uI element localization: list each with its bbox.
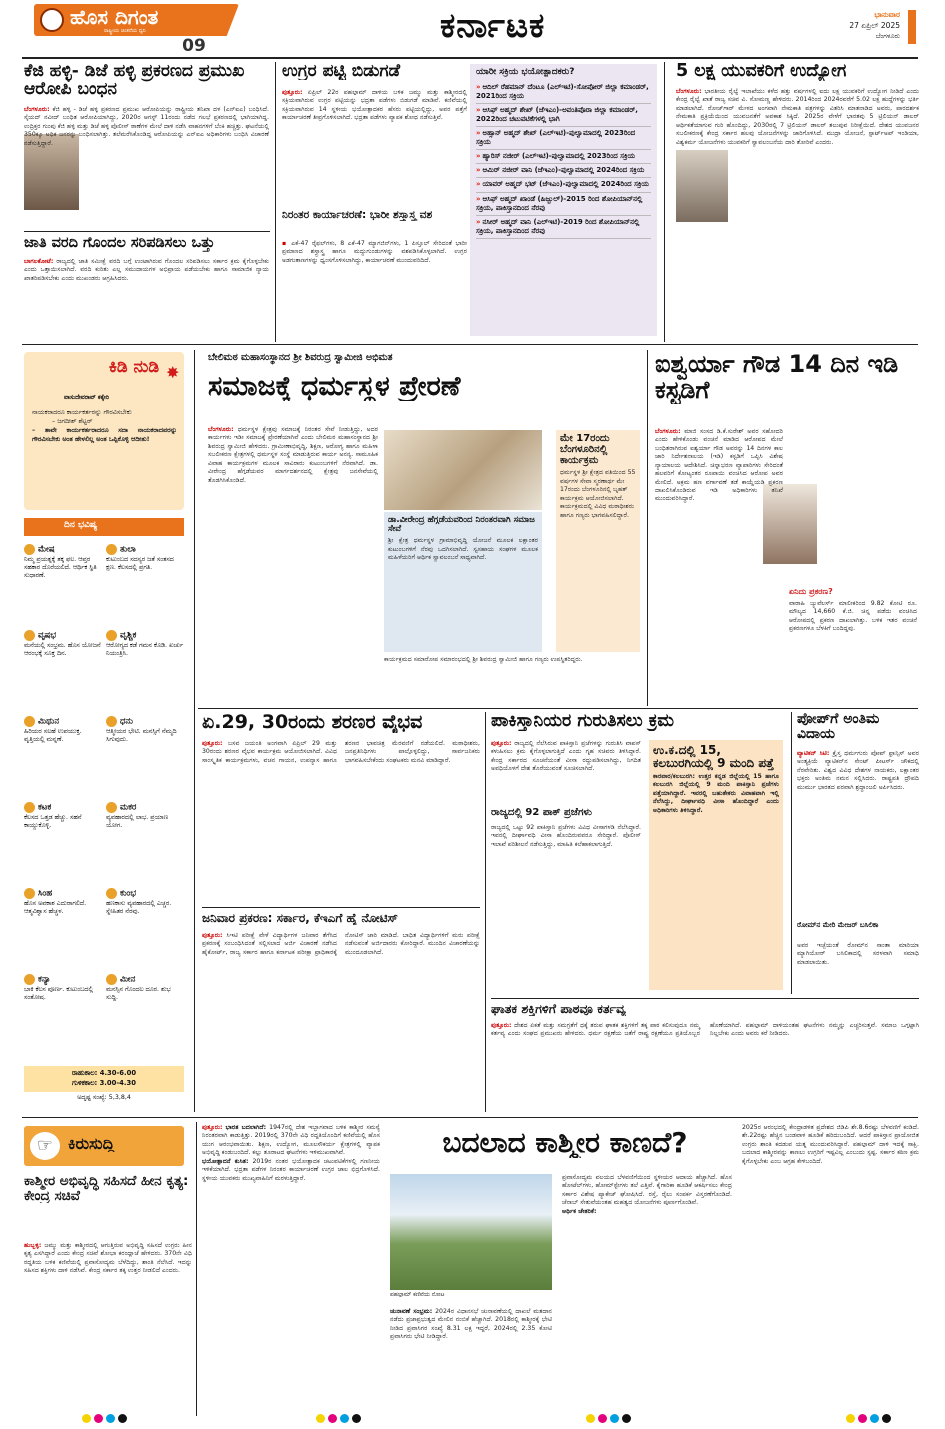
column-rule bbox=[647, 350, 648, 706]
zodiac-text: ಹಿರಿಯರ ಸಲಹೆ ಉಪಯುಕ್ತ. ವೃತ್ತಿಯಲ್ಲಿ ಮನ್ನಣೆ. bbox=[24, 727, 82, 743]
col-1: ಪುತ್ತೂರು: ಭಾರತ ಬದಲಾಗಿದೆ: 1947ರಲ್ಲಿ ದೇಶ ಇಬ್ಭಾಗವಾದ ಬಳಿಕ ಕಾಶ್ಮೀರ ಸಮಸ್ಯೆ ನಿರಂತರವಾಗಿ ಕಾಡುತ್ತಿತ್ತು. 2019ರಲ್ಲಿ 370ನೇ ವಿಧಿ ರದ್ದತಿಯೊಂದಿಗೆ ಕಣಿವೆಯಲ್ಲಿ ಹೊಸ ಯುಗ ಆರಂಭವಾಯಿತು. ಶಿಕ್ಷಣ, ಉದ್ಯೋಗ, ಮೂಲಸೌಕರ್ಯ ಕ್ಷೇತ್ರಗಳಲ್ಲಿ ವ್ಯಾಪಕ ಅಭಿವೃದ್ಧಿ ಕಂಡುಬಂದಿದೆ. ಕಲ್ಲು ತೂರಾಟದ ಘಟನೆಗಳು ಇಳಿಮುಖವಾಗಿವೆ. ಭಯೋತ್ಪಾದನೆ ಕುಸಿತ: 2019ರ ನಂತರ ಭಯೋತ್ಪಾದಕ ಚಟುವಟಿಕೆಗಳಲ್ಲಿ ಗಣನೀಯ ಇಳಿಕೆಯಾಗಿದೆ. ಭದ್ರತಾ ಪಡೆಗಳ ನಿರಂತರ ಕಾರ್ಯಾಚರಣೆ ಉಗ್ರರ ಜಾಲ ಛಿದ್ರಗೊಳಿಸಿದೆ. ಸ್ಥಳೀಯ ಯುವಕರು ಮುಖ್ಯವಾಹಿನಿಗೆ ಮರಳುತ್ತಿದ್ದಾರೆ. bbox=[202, 1124, 380, 1182]
zodiac-sign bbox=[24, 630, 102, 714]
kidi-nudi-text: ನಾಯಕರಾದರೂ ಕಾರ್ಯಕರ್ತರನ್ನು ಗೌರವಿಸಬೇಕು – ಜಗದೀಶ್ ಶೆಟ್ಟರ್ – ತಾವೇ ಕಾರ್ಯಕರ್ತರಾದರೂ ಸದಾ ನಾಯಕರಾದವರನ್ನು ಗೌರವಿಸಬೇಕು ಅಂತ ಹೇಳಲಿಲ್ಲ ಅಂತ ಒಪ್ಪಿಕೊಳ್ಳಿ ಆದೀತು! bbox=[32, 408, 177, 443]
bullet-icon: » bbox=[476, 180, 481, 189]
subhead: ಏನಿದು ಪ್ರಕರಣ? bbox=[789, 588, 833, 596]
zodiac-icon bbox=[24, 544, 35, 555]
kirusuddi-box bbox=[24, 1126, 192, 1416]
headline: ಏ.29, 30ರಂದು ಶರಣರ ವೈಭವ bbox=[202, 712, 423, 733]
terror-list-item: » ಆದಿಲ್ ರೆಹಮಾನ್ ದೆಂಟೂ (ಎಲ್‌ಇಟಿ)-ಸೋಪೋರ್ ಜಿಲ್ಲಾ ಕಮಾಂಡರ್, 2021ರಿಂದ ಸಕ್ರಿಯ bbox=[476, 81, 651, 104]
story-changed-kashmir bbox=[202, 1122, 919, 1416]
box-title: ಉ.ಕ.ದಲ್ಲಿ 15, ಕಲಬುರಗಿಯಲ್ಲಿ 9 ಮಂದಿ ಪತ್ತೆ bbox=[653, 743, 774, 770]
story-body: ಹುಬ್ಬಳ್ಳಿ: ಜಮ್ಮು ಮತ್ತು ಕಾಶ್ಮೀರದಲ್ಲಿ ಆಗುತ್ತಿರುವ ಅಭಿವೃದ್ಧಿ ಸಹಿಸದೆ ಉಗ್ರರು ಹೀನ ಕೃತ್ಯ ಎಸಗಿದ್ದಾರೆ ಎಂದು ಕೇಂದ್ರ ಸಚಿವೆ ಶೋಭಾ ಕರಂದ್ಲಾಜೆ ಹೇಳಿದರು. 370ನೇ ವಿಧಿ ರದ್ದತಿಯ ಬಳಿಕ ಕಣಿವೆಯಲ್ಲಿ ಪ್ರವಾಸೋದ್ಯಮ ಬೆಳೆದಿದ್ದು, ಶಾಂತಿ ನೆಲೆಸಿದೆ. ಇದನ್ನು ಸಹಿಸದ ಶಕ್ತಿಗಳು ದಾಳಿ ನಡೆಸಿವೆ. ಕೇಂದ್ರ ಸರ್ಕಾರ ತಕ್ಕ ಉತ್ತರ ನೀಡಲಿದೆ ಎಂದರು. bbox=[24, 1242, 192, 1275]
bullet-icon: » bbox=[476, 152, 481, 161]
masthead-city: ಬೆಂಗಳೂರು bbox=[875, 32, 900, 40]
zodiac-text: ಕುಟುಂಬದ ಸದಸ್ಯರ ಜತೆ ಸಂತಸದ ಕ್ಷಣ. ಕೆಲಸದಲ್ಲಿ ಪ್ರಗತಿ. bbox=[106, 555, 174, 571]
headline: 5 ಲಕ್ಷ ಯುವಕರಿಗೆ ಉದ್ಯೋಗ bbox=[676, 62, 847, 81]
zodiac-icon bbox=[106, 544, 117, 555]
zodiac-name: ತುಲಾ bbox=[120, 544, 136, 555]
story-body: ಪುತ್ತೂರು: ರಾಜ್ಯದಲ್ಲಿ ನೆಲೆಸಿರುವ ಪಾಕಿಸ್ತಾನಿ ಪ್ರಜೆಗಳನ್ನು ಗುರುತಿಸಿ ವಾಪಸ್ ಕಳುಹಿಸಲು ಕ್ರಮ ಕೈಗೊಳ್ಳಲಾಗುತ್ತಿದೆ ಎಂದು ಗೃಹ ಸಚಿವರು ತಿಳಿಸಿದ್ದಾರೆ. ಕೇಂದ್ರ ಸರ್ಕಾರದ ಸೂಚನೆಯಂತೆ ವೀಸಾ ರದ್ದುಪಡಿಸಲಾಗಿದ್ದು, ನಿಗದಿತ ಅವಧಿಯೊಳಗೆ ದೇಶ ತೊರೆಯುವಂತೆ ಸೂಚಿಸಲಾಗಿದೆ. bbox=[491, 740, 641, 773]
logo-emblem-icon bbox=[40, 8, 64, 32]
box-body: ಕಾರವಾರ/ಕಲಬುರಗಿ: ಉತ್ತರ ಕನ್ನಡ ಜಿಲ್ಲೆಯಲ್ಲಿ 15 ಹಾಗೂ ಕಲಬುರಗಿ ಜಿಲ್ಲೆಯಲ್ಲಿ 9 ಮಂದಿ ಪಾಕಿಸ್ತಾನಿ ಪ್ರಜೆಗಳು ಪತ್ತೆಯಾಗಿದ್ದಾರೆ. ಇವರಲ್ಲಿ ಬಹುತೇಕರು ವಿವಾಹವಾಗಿ ಇಲ್ಲಿ ನೆಲೆಸಿದ್ದು, ದೀರ್ಘಾವಧಿ ವೀಸಾ ಹೊಂದಿದ್ದಾರೆ ಎಂದು ಅಧಿಕಾರಿಗಳು ತಿಳಿಸಿದ್ದಾರೆ. bbox=[653, 772, 779, 814]
inset-box bbox=[384, 512, 542, 652]
zodiac-text: ವ್ಯವಹಾರದಲ್ಲಿ ಲಾಭ. ಪ್ರಯಾಣ ಯೋಗ. bbox=[106, 813, 169, 829]
inset-title: ಡಾ.ವೀರೇಂದ್ರ ಹೆಗ್ಗಡೆಯವರಿಂದ ನಿರಂತರವಾಗಿ ಸಮಾಜ ಸೇವೆ bbox=[388, 515, 535, 535]
headline: ಜನಿವಾರ ಪ್ರಕರಣ: ಸರ್ಕಾರ, ಕೆಇಎಗೆ ಹೈ ನೋಟಿಸ್ bbox=[202, 912, 398, 925]
zodiac-icon bbox=[106, 974, 117, 985]
zodiac-icon bbox=[24, 974, 35, 985]
headline: ಘಾತಕ ಶಕ್ತಿಗಳಿಗೆ ಪಾಠವೂ ಕರ್ತವ್ಯ bbox=[491, 1002, 626, 1016]
zodiac-sign bbox=[106, 716, 184, 800]
zodiac-text: ಕೆಲಸದ ಒತ್ತಡ ಹೆಚ್ಚು. ಸಹನೆ ಕಾಯ್ದುಕೊಳ್ಳಿ. bbox=[24, 813, 82, 829]
registration-marks bbox=[82, 1414, 127, 1423]
column-rule bbox=[664, 62, 665, 342]
story-railway-jobs bbox=[676, 62, 919, 340]
story-duty bbox=[491, 1002, 919, 1112]
zodiac-sign bbox=[24, 716, 102, 800]
headline: ಪೋಪ್‌ಗೆ ಅಂತಿಮ ವಿದಾಯ bbox=[797, 712, 880, 743]
bullet-icon: » bbox=[476, 194, 481, 203]
district-box bbox=[649, 740, 783, 990]
headline: ಉಗ್ರರ ಪಟ್ಟಿ ಬಿಡುಗಡೆ bbox=[282, 62, 401, 81]
zodiac-name: ವೃಶ್ಚಿಕ bbox=[120, 630, 137, 641]
story-kg-halli-arrest bbox=[24, 62, 269, 230]
zodiac-text: ಆತ್ಮೀಯರ ಭೇಟಿ. ಮನಸ್ಸಿಗೆ ನೆಮ್ಮದಿ ಸಿಗುವುದು. bbox=[106, 727, 177, 743]
kicker: ಬೇಲಿಮಠ ಮಹಾಸಂಸ್ಥಾನದ ಶ್ರೀ ಶಿವರುದ್ರ ಸ್ವಾಮೀಜಿ ಅಭಿಮತ bbox=[208, 352, 393, 363]
bullet-icon: » bbox=[476, 105, 481, 114]
column-rule bbox=[194, 350, 195, 1112]
story-body: ಬಾಗಲಕೋಟೆ: ರಾಜ್ಯದಲ್ಲಿ ಜಾತಿ ಸಮೀಕ್ಷೆ ವರದಿ ಬಗ್ಗೆ ಉಂಟಾಗಿರುವ ಗೊಂದಲ ಸರಿಪಡಿಸಲು ಸರ್ಕಾರ ಕ್ರಮ ಕೈಗೊಳ್ಳಬೇಕು ಎಂದು ಒತ್ತಾಯಿಸಲಾಗಿದೆ. ವರದಿ ಕುರಿತು ಎಲ್ಲ ಸಮುದಾಯಗಳ ಅಭಿಪ್ರಾಯ ಪಡೆಯಬೇಕು ಹಾಗೂ ಸಾಮಾಜಿಕ ನ್ಯಾಯ ಖಾತರಿಪಡಿಸಬೇಕು ಎಂದು ಮುಖಂಡರು ಆಗ್ರಹಿಸಿದರು. bbox=[24, 258, 269, 282]
story-body: ವ್ಯಾಟಿಕನ್ ಸಿಟಿ: ಕ್ರೈಸ್ತ ಧರ್ಮಗುರು ಪೋಪ್ ಫ್ರಾನ್ಸಿಸ್ ಅವರ ಅಂತ್ಯಕ್ರಿಯೆ ವ್ಯಾಟಿಕನ್‌ನ ಸೇಂಟ್ ಪೀಟರ್ಸ್ ಚೌಕದಲ್ಲಿ ನೆರವೇರಿತು. ವಿಶ್ವದ ವಿವಿಧ ದೇಶಗಳ ನಾಯಕರು, ಲಕ್ಷಾಂತರ ಭಕ್ತರು ಅಂತಿಮ ನಮನ ಸಲ್ಲಿಸಿದರು. ರಾಷ್ಟ್ರಪತಿ ದ್ರೌಪದಿ ಮುರ್ಮು ಭಾರತದ ಪರವಾಗಿ ಶ್ರದ್ಧಾಂಜಲಿ ಅರ್ಪಿಸಿದರು. bbox=[797, 750, 919, 791]
zodiac-icon bbox=[106, 630, 117, 641]
zodiac-icon bbox=[24, 888, 35, 899]
horoscope bbox=[24, 518, 184, 1102]
section-title: ಕರ್ನಾಟಕ bbox=[440, 8, 546, 45]
headline: ಕಾಶ್ಮೀರ ಅಭಿವೃದ್ಧಿ ಸಹಿಸದೆ ಹೀನ ಕೃತ್ಯ: ಕೇಂದ್ರ ಸಚಿವೆ bbox=[24, 1174, 189, 1204]
zodiac-icon bbox=[24, 630, 35, 641]
zodiac-name: ಮಕರ bbox=[120, 802, 137, 813]
column-rule bbox=[485, 712, 486, 1112]
zodiac-sign bbox=[24, 888, 102, 972]
pointing-hand-icon: ☞ bbox=[30, 1132, 60, 1160]
zodiac-grid bbox=[24, 544, 184, 1044]
zodiac-name: ಮಿಥುನ bbox=[38, 716, 60, 727]
story-aishwarya-gowda bbox=[655, 352, 919, 704]
story-body: ಪುತ್ತೂರು: ಏಪ್ರಿಲ್ 22ರ ಪಹಲ್ಗಾಮ್ ದಾಳಿಯ ಬಳಿಕ ಜಮ್ಮು ಮತ್ತು ಕಾಶ್ಮೀರದಲ್ಲಿ ಸಕ್ರಿಯವಾಗಿರುವ ಉಗ್ರರ ಪಟ್ಟಿಯನ್ನು ಭದ್ರತಾ ಪಡೆಗಳು ಬಿಡುಗಡೆ ಮಾಡಿವೆ. ಕಣಿವೆಯಲ್ಲಿ ಸಕ್ರಿಯವಾಗಿರುವ 14 ಸ್ಥಳೀಯ ಭಯೋತ್ಪಾದಕರ ಹೆಸರು ಪಟ್ಟಿಯಲ್ಲಿದ್ದು, ಅವರ ಪತ್ತೆಗೆ ಕಾರ್ಯಾಚರಣೆ ತೀವ್ರಗೊಳಿಸಲಾಗಿದೆ. ಭದ್ರತಾ ಪಡೆಗಳು ವ್ಯಾಪಕ ಶೋಧ ನಡೆಸುತ್ತಿವೆ. bbox=[282, 89, 467, 122]
bullet-icon: » bbox=[476, 82, 481, 91]
story-janivara-case bbox=[202, 912, 480, 1112]
zodiac-name: ಮೀನ bbox=[120, 974, 136, 985]
divider bbox=[202, 907, 480, 908]
terror-list-item: » ಯಾವರ್ ಅಹ್ಮದ್ ಭಟ್ (ಜೆಇಎಂ)-ಪುಲ್ವಾಮಾದಲ್ಲಿ 2024ರಿಂದ ಸಕ್ರಿಯ bbox=[476, 178, 651, 192]
zodiac-icon bbox=[106, 802, 117, 813]
col-2: ಚುನಾವಣೆ ಸಂಭ್ರಮ: 2024ರ ವಿಧಾನಸಭೆ ಚುನಾವಣೆಯಲ್ಲಿ ದಾಖಲೆ ಮತದಾನ ನಡೆದು ಪ್ರಜಾಪ್ರಭುತ್ವದ ಮೇಲಿನ ನಂಬಿಕೆ ಹೆಚ್ಚಾಗಿದೆ. 2018ರಲ್ಲಿ ಕಾಶ್ಮೀರಕ್ಕೆ ಭೇಟಿ ನೀಡಿದ ಪ್ರವಾಸಿಗರ ಸಂಖ್ಯೆ 8.31 ಲಕ್ಷ ಇದ್ದರೆ, 2024ರಲ್ಲಿ 2.35 ಕೋಟಿ ಪ್ರವಾಸಿಗರು ಭೇಟಿ ನೀಡಿದ್ದಾರೆ. bbox=[390, 1308, 552, 1341]
kidi-nudi-author: ವಾಸುದೇವರಾವ್ ಕಕ್ಕೇರಿ bbox=[64, 394, 110, 401]
story-body: ಬೆಂಗಳೂರು: ಕೆಜಿ ಹಳ್ಳಿ - ಡಿಜೆ ಹಳ್ಳಿ ಪ್ರಕರಣದ ಪ್ರಮುಖ ಆರೋಪಿಯನ್ನು ರಾಷ್ಟ್ರೀಯ ತನಿಖಾ ದಳ (ಎನ್‌ಐಎ) ಬಂಧಿಸಿದೆ. ಸೈಯದ್ ನವೀದ್ ಬಂಧಿತ ಆರೋಪಿಯಾಗಿದ್ದು, 2020ರ ಆಗಸ್ಟ್ 11ರಂದು ನಡೆದ ಗಲಭೆ ಪ್ರಕರಣದಲ್ಲಿ ಭಾಗಿಯಾಗಿದ್ದ. ಉದ್ರಿಕ್ತರ ಗುಂಪು ಕೆಜಿ ಹಳ್ಳಿ ಮತ್ತು ಡಿಜೆ ಹಳ್ಳಿ ಪೊಲೀಸ್ ಠಾಣೆಗಳ ಮೇಲೆ ದಾಳಿ ನಡೆಸಿ ವಾಹನಗಳಿಗೆ ಬೆಂಕಿ ಹಚ್ಚಿತ್ತು. ಘಟನೆಯಲ್ಲಿ 350ಕ್ಕೂ ಅಧಿಕ ಜನರನ್ನು ಬಂಧಿಸಲಾಗಿತ್ತು. ತಲೆಮರೆಸಿಕೊಂಡಿದ್ದ ಆರೋಪಿಯನ್ನು ಎನ್‌ಐಎ ಅಧಿಕಾರಿಗಳು ಬಂಧಿಸಿ ವಿಚಾರಣೆ ನಡೆಸುತ್ತಿದ್ದಾರೆ. bbox=[24, 106, 269, 147]
lucky-number: ಅದೃಷ್ಟ ಸಂಖ್ಯೆ: 5,3,8,4 bbox=[77, 1094, 131, 1101]
masthead-color-bar bbox=[908, 10, 916, 44]
zodiac-text: ಆರೋಗ್ಯದ ಕಡೆ ಗಮನ ಕೊಡಿ. ಖರ್ಚು ನಿಯಂತ್ರಿಸಿ. bbox=[106, 641, 184, 657]
terror-list-item: » ಆಮಿರ್ ನಜೀರ್ ವಾನಿ (ಜೆಇಎಂ)-ಪುಲ್ವಾಮಾದಲ್ಲಿ 2024ರಿಂದ ಸಕ್ರಿಯ bbox=[476, 164, 651, 178]
zodiac-icon bbox=[24, 802, 35, 813]
zodiac-sign bbox=[106, 544, 184, 628]
terror-list-item: » ಆಸಿಫ್ ಅಹ್ಮದ್ ಖಾಂಡೆ (ಹಿಜ್ಬುಲ್)-2015 ರಿಂದ ಶೋಪಿಯಾನ್‌ನಲ್ಲಿ ಸಕ್ರಿಯ, ಪಾಕಿಸ್ತಾನದಿಂದ ನೆರವು bbox=[476, 193, 651, 216]
photo-caption: ಕಾರ್ಯಕ್ರಮದ ಸಮಾರೋಪ ಸಮಾರಂಭದಲ್ಲಿ ಶ್ರೀ ಶಿವರುದ್ರ ಸ್ವಾಮೀಜಿ ಹಾಗೂ ಗಣ್ಯರು ಉಪಸ್ಥಿತರಿದ್ದರು. bbox=[384, 656, 583, 663]
sidebar-title: ಮೇ 17ರಂದು ಬೆಂಗಳೂರಿನಲ್ಲಿ ಕಾರ್ಯಕ್ರಮ bbox=[560, 433, 610, 466]
zodiac-name: ಕುಂಭ bbox=[120, 888, 137, 899]
story-body: ಬೆಂಗಳೂರು: ಭಾರತೀಯ ರೈಲ್ವೆ ಇಲಾಖೆಯು ಕಳೆದ ಹತ್ತು ವರ್ಷಗಳಲ್ಲಿ ಐದು ಲಕ್ಷ ಯುವಕರಿಗೆ ಉದ್ಯೋಗ ನೀಡಿದೆ ಎಂದು ಕೇಂದ್ರ ರೈಲ್ವೆ ಖಾತೆ ರಾಜ್ಯ ಸಚಿವ ವಿ. ಸೋಮಣ್ಣ ಹೇಳಿದರು. 2014ರಿಂದ 2024ರವರೆಗೆ 5.02 ಲಕ್ಷ ಹುದ್ದೆಗಳನ್ನು ಭರ್ತಿ ಮಾಡಲಾಗಿದೆ. ರೋಜ್‌ಗಾರ್ ಮೇಳದ ಅಂಗವಾಗಿ ನೇಮಕಾತಿ ಪತ್ರಗಳನ್ನು ವಿತರಿಸಿ ಮಾತನಾಡಿದ ಅವರು, ಪಾರದರ್ಶಕ ನೇಮಕಾತಿ ಪ್ರಕ್ರಿಯೆಯಿಂದ ಯುವಜನತೆಗೆ ಅವಕಾಶ ಸಿಕ್ಕಿದೆ. 2025ರ ವೇಳೆಗೆ ಭಾರತವು 5 ಟ್ರಿಲಿಯನ್ ಡಾಲರ್ ಆರ್ಥಿಕತೆಯಾಗುವ ಗುರಿ ಹೊಂದಿದ್ದು, 2030ರಲ್ಲಿ 7 ಟ್ರಿಲಿಯನ್ ಡಾಲರ್ ತಲುಪುವ ನಿರೀಕ್ಷೆಯಿದೆ. ದೇಶದ ಯುವಜನರ ಸಬಲೀಕರಣಕ್ಕೆ ಕೇಂದ್ರ ಸರ್ಕಾರ ಹಲವು ಯೋಜನೆಗಳನ್ನು ಜಾರಿಗೊಳಿಸಿದೆ. ಮುದ್ರಾ ಯೋಜನೆ, ಸ್ಟಾರ್ಟ್ಅಪ್ ಇಂಡಿಯಾ, ವಿಶ್ವಕರ್ಮ ಯೋಜನೆಗಳು ಯುವಕರಿಗೆ ಸ್ವಾವಲಂಬನೆಯ ದಾರಿ ತೋರಿವೆ ಎಂದರು. bbox=[676, 88, 919, 146]
spark-icon: ✸ bbox=[166, 363, 180, 382]
zodiac-text: ಹೊಸ ಅವಕಾಶ ಎದುರಾಗಲಿದೆ. ಆತ್ಮವಿಶ್ವಾಸ ಹೆಚ್ಚಳ. bbox=[24, 899, 87, 915]
story-body-2: ▪ ಎಕೆ-47 ರೈಫಲ್‌ಗಳು, 8 ಎಕೆ-47 ಮ್ಯಾಗಜಿನ್‌ಗಳು, 1 ಪಿಸ್ತೂಲ್ ಸೇರಿದಂತೆ ಭಾರೀ ಪ್ರಮಾಣದ ಶಸ್ತ್ರಾಸ್ತ್ರ ಹಾಗೂ ಮದ್ದುಗುಂಡುಗಳನ್ನು ವಶಪಡಿಸಿಕೊಳ್ಳಲಾಗಿದೆ. ಉಗ್ರರ ಅಡಗುತಾಣಗಳನ್ನು ಧ್ವಂಸಗೊಳಿಸಲಾಗಿದ್ದು, ಕಾರ್ಯಾಚರಣೆ ಮುಂದುವರಿದಿದೆ. bbox=[282, 240, 467, 264]
subhead: ರಾಜ್ಯದಲ್ಲಿ 92 ಪಾಕ್ ಪ್ರಜೆಗಳು bbox=[491, 808, 592, 818]
terror-list-heading: ಯಾರೀ ಸಕ್ರಿಯ ಭಯೋತ್ಪಾದಕರು? bbox=[476, 67, 575, 77]
zodiac-text: ಬಾಕಿ ಕೆಲಸ ಪೂರ್ಣ. ಕುಟುಂಬದಲ್ಲಿ ಸಂತೋಷ. bbox=[24, 985, 94, 1001]
zodiac-text: ಮನೆಯಲ್ಲಿ ಸಂಭ್ರಮ. ಹೊಸ ಯೋಜನೆ ಆರಂಭಕ್ಕೆ ಸೂಕ್ತ ದಿನ. bbox=[24, 641, 101, 657]
zodiac-text: ನಿಮ್ಮ ಪ್ರಯತ್ನಕ್ಕೆ ತಕ್ಕ ಫಲ. ಆಪ್ತರ ಸಹಕಾರ ದೊರೆಯಲಿದೆ. ಆರ್ಥಿಕ ಸ್ಥಿತಿ ಸುಧಾರಣೆ. bbox=[24, 555, 97, 579]
col-3: ಪ್ರವಾಸೋದ್ಯಮ ವಲಯದ ಬೆಳವಣಿಗೆಯಿಂದ ಸ್ಥಳೀಯರ ಆದಾಯ ಹೆಚ್ಚಾಗಿದೆ. ಹೊಸ ಹೋಟೆಲ್‌ಗಳು, ಹೋಮ್‌ಸ್ಟೇಗಳು ತಲೆ ಎತ್ತಿವೆ. ಕೈಗಾರಿಕಾ ಹೂಡಿಕೆ ಆಕರ್ಷಿಸಲು ಕೇಂದ್ರ ಸರ್ಕಾರ ವಿಶೇಷ ಪ್ಯಾಕೇಜ್ ಘೋಷಿಸಿದೆ. ರಸ್ತೆ, ರೈಲು ಸಂಪರ್ಕ ವಿಸ್ತರಣೆಗೊಂಡಿದೆ. ಚೆನಾಬ್ ಸೇತುವೆಯಂತಹ ಮಹತ್ವದ ಯೋಜನೆಗಳು ಪೂರ್ಣಗೊಂಡಿವೆ. ಆರ್ಥಿಕ ಚೇತರಿಕೆ: bbox=[562, 1174, 732, 1215]
zodiac-name: ಸಿಂಹ bbox=[38, 888, 53, 899]
page-number: 09 bbox=[182, 37, 206, 54]
registration-marks bbox=[316, 1414, 361, 1423]
masthead-rule bbox=[22, 57, 918, 59]
zodiac-sign bbox=[106, 630, 184, 714]
section-rule bbox=[198, 708, 918, 709]
terror-list-item: » ನಸೀರ್ ಅಹ್ಮದ್ ವಾನಿ (ಎಲ್‌ಇಟಿ)-2019 ರಿಂದ ಶೋಪಿಯಾನ್‌ನಲ್ಲಿ ಸಕ್ರಿಯ, ಪಾಕಿಸ್ತಾನದಿಂದ ನೆರವು bbox=[476, 216, 651, 239]
story-body-2: ಅವರ ಇಚ್ಛೆಯಂತೆ ರೋಮ್‌ನ ಸಾಂತಾ ಮಾರಿಯಾ ಮ್ಯಾಗಿಯೋರ್ ಬಸಿಲಿಕಾದಲ್ಲಿ ಸರಳವಾಗಿ ಸಮಾಧಿ ಮಾಡಲಾಯಿತು. bbox=[797, 942, 919, 966]
zodiac-sign bbox=[24, 974, 102, 1044]
story-caste-report bbox=[24, 236, 269, 340]
zodiac-text: ಮನಸ್ಸಿನ ಗೊಂದಲ ದೂರ. ಶುಭ ಸುದ್ದಿ. bbox=[106, 985, 171, 1001]
divider bbox=[491, 998, 919, 999]
story-dharmasthala bbox=[202, 350, 644, 706]
zodiac-icon bbox=[24, 716, 35, 727]
column-rule bbox=[791, 712, 792, 994]
zodiac-name: ಮೇಷ bbox=[38, 544, 55, 555]
story-terror-list bbox=[282, 62, 467, 340]
bullet-icon: » bbox=[476, 166, 481, 175]
horoscope-heading: ದಿನ ಭವಿಷ್ಯ bbox=[24, 518, 184, 536]
bullet-icon: » bbox=[476, 217, 481, 226]
photo-caption: ಪಹಲ್ಗಾಮ್ ಕಣಿವೆಯ ನೋಟ bbox=[390, 1292, 445, 1298]
terror-list-item: » ಹ್ಯಾರಿಸ್ ನಜೀರ್ (ಎಲ್‌ಇಟಿ)-ಪುಲ್ವಾಮಾದಲ್ಲಿ 2023ರಿಂದ ಸಕ್ರಿಯ bbox=[476, 150, 651, 164]
kirusuddi-title: ಕಿರುಸುದ್ದಿ bbox=[68, 1135, 115, 1153]
subhead: ನಿರಂತರ ಕಾರ್ಯಾಚರಣೆ: ಭಾರೀ ಶಸ್ತ್ರಾಸ್ತ್ರ ವಶ bbox=[282, 210, 433, 221]
zodiac-sign bbox=[106, 888, 184, 972]
col-4: 2025ರ ಆರಂಭದಲ್ಲಿ ಕೇಂದ್ರಾಡಳಿತ ಪ್ರದೇಶದ ಜಿಡಿಪಿ ಶೇ.8.6ರಷ್ಟು ಬೆಳವಣಿಗೆ ಕಂಡಿದೆ. ಶೇ.22ರಷ್ಟು ಹೆಚ್ಚಿನ ಬಂಡವಾಳ ಹೂಡಿಕೆ ಹರಿದುಬಂದಿದೆ. ಆದರೆ ಪಾಕಿಸ್ತಾನ ಪ್ರಾಯೋಜಿತ ಉಗ್ರರು ಶಾಂತಿ ಕದಡುವ ಯತ್ನ ಮುಂದುವರಿಸಿದ್ದಾರೆ. ಪಹಲ್ಗಾಮ್ ದಾಳಿ ಇದಕ್ಕೆ ಸಾಕ್ಷಿ. ಬದಲಾದ ಕಾಶ್ಮೀರವನ್ನು ಕಾಣಲು ಉಗ್ರರಿಗೆ ಇಷ್ಟವಿಲ್ಲ ಎಂಬುದು ಸ್ಪಷ್ಟ. ಸರ್ಕಾರ ಕಠಿಣ ಕ್ರಮ ಕೈಗೊಳ್ಳಬೇಕು ಎಂಬ ಆಗ್ರಹ ಕೇಳಿಬಂದಿದೆ. bbox=[742, 1124, 919, 1165]
headline: ಜಾತಿ ವರದಿ ಗೊಂದಲ ಸರಿಪಡಿಸಲು ಒತ್ತು bbox=[24, 236, 215, 251]
story-body: ಬೆಂಗಳೂರು: ಮಾಜಿ ಸಂಸದ ಡಿ.ಕೆ.ಸುರೇಶ್ ಅವರ ಸಹೋದರಿ ಎಂದು ಹೇಳಿಕೊಂಡು ವಂಚನೆ ಮಾಡಿದ ಆರೋಪದ ಮೇಲೆ ಬಂಧಿತರಾಗಿರುವ ಐಶ್ವರ್ಯಾ ಗೌಡ ಅವರನ್ನು 14 ದಿನಗಳ ಕಾಲ ಜಾರಿ ನಿರ್ದೇಶನಾಲಯ (ಇಡಿ) ಕಸ್ಟಡಿಗೆ ಒಪ್ಪಿಸಿ ವಿಶೇಷ ನ್ಯಾಯಾಲಯ ಆದೇಶಿಸಿದೆ. ಚಿನ್ನಾಭರಣ ವ್ಯಾಪಾರಿಗಳು ಸೇರಿದಂತೆ ಹಲವರಿಗೆ ಕೋಟ್ಯಂತರ ರೂಪಾಯಿ ವಂಚಿಸಿದ ಆರೋಪ ಅವರ ಮೇಲಿದೆ. ಅಕ್ರಮ ಹಣ ವರ್ಗಾವಣೆ ತಡೆ ಕಾಯ್ದೆಯಡಿ ಪ್ರಕರಣ ದಾಖಲಿಸಿಕೊಂಡಿರುವ ಇಡಿ ಅಧಿಕಾರಿಗಳು ತನಿಖೆ ಮುಂದುವರಿಸಿದ್ದಾರೆ. bbox=[655, 428, 783, 503]
divider bbox=[24, 231, 270, 232]
zodiac-icon bbox=[106, 888, 117, 899]
story-body-2: ರಾಜ್ಯದಲ್ಲಿ ಒಟ್ಟು 92 ಪಾಕಿಸ್ತಾನಿ ಪ್ರಜೆಗಳು ವಿವಿಧ ವೀಸಾಗಳಡಿ ನೆಲೆಸಿದ್ದಾರೆ. ಇವರಲ್ಲಿ ದೀರ್ಘಾವಧಿ ವೀಸಾ ಹೊಂದಿರುವವರೂ ಸೇರಿದ್ದಾರೆ. ಪೊಲೀಸ್ ಇಲಾಖೆ ಪರಿಶೀಲನೆ ನಡೆಸುತ್ತಿದ್ದು, ಮಾಹಿತಿ ಕಲೆಹಾಕಲಾಗುತ್ತಿದೆ. bbox=[491, 824, 641, 848]
headline: ಬದಲಾದ ಕಾಶ್ಮೀರ ಕಾಣದೆ? bbox=[442, 1128, 688, 1159]
terror-list-item: » ಅಹ್ಸಾನ್ ಅಹ್ಮದ್ ಶೇಖ್ (ಎಲ್‌ಇಟಿ)-ಪುಲ್ವಾಮಾದಲ್ಲಿ 2023ರಿಂದ ಸಕ್ರಿಯ bbox=[476, 127, 651, 150]
story-pope-farewell bbox=[797, 712, 919, 994]
zodiac-sign bbox=[24, 802, 102, 886]
zodiac-icon bbox=[106, 716, 117, 727]
event-photo bbox=[384, 430, 542, 510]
headline: ಕೆಜಿ ಹಳ್ಳಿ- ಡಿಜೆ ಹಳ್ಳಿ ಪ್ರಕರಣದ ಪ್ರಮುಖ ಆರೋಪಿ ಬಂಧನ bbox=[24, 62, 245, 99]
headline: ಪಾಕಿಸ್ತಾನಿಯರ ಗುರುತಿಸಲು ಕ್ರಮ bbox=[491, 712, 675, 731]
column-rule bbox=[196, 1122, 197, 1416]
paper-tagline: ರಾಷ್ಟ್ರೀಯ ಚಿಂತನೆಯ ಧ್ವನಿ bbox=[104, 28, 146, 34]
timings-box: ರಾಹುಕಾಲ: 4.30-6.00 ಗುಳಿಕಕಾಲ: 3.00-4.30 bbox=[24, 1066, 184, 1092]
headline: ಸಮಾಜಕ್ಕೆ ಧರ್ಮಸ್ಥಳ ಪ್ರೇರಣೆ bbox=[208, 372, 461, 402]
story-body: ಪುತ್ತೂರು: ಬಸವ ಜಯಂತಿ ಅಂಗವಾಗಿ ಏಪ್ರಿಲ್ 29 ಮತ್ತು 30ರಂದು ಶರಣರ ವೈಭವ ಕಾರ್ಯಕ್ರಮ ಆಯೋಜಿಸಲಾಗಿದೆ. ವಿವಿಧ ಸಾಂಸ್ಕೃತಿಕ ಕಾರ್ಯಕ್ರಮಗಳು, ವಚನ ಗಾಯನ, ಉಪನ್ಯಾಸ ಹಾಗೂ ಶರಣರ ಭಾವಚಿತ್ರ ಮೆರವಣಿಗೆ ನಡೆಯಲಿದೆ. ಮಠಾಧೀಶರು, ಜನಪ್ರತಿನಿಧಿಗಳು ಪಾಲ್ಗೊಳ್ಳಲಿದ್ದು, ಸಾರ್ವಜನಿಕರು ಭಾಗವಹಿಸಬೇಕೆಂದು ಸಂಘಟಕರು ಮನವಿ ಮಾಡಿದ್ದಾರೆ. bbox=[202, 740, 480, 764]
kidi-nudi-box bbox=[24, 352, 184, 510]
bullet-icon: » bbox=[476, 129, 481, 138]
masthead bbox=[0, 0, 945, 58]
column-rule bbox=[275, 62, 276, 342]
section-rule bbox=[22, 1117, 918, 1118]
terror-list-box bbox=[470, 64, 657, 336]
story-body-2: ವಾರಾಹಿ ಜ್ಯುವೆಲರ್ಸ್ ಮಾಲೀಕರಿಂದ 9.82 ಕೋಟಿ ರೂ. ಮೌಲ್ಯದ 14,660 ಕೆ.ಜಿ. ಚಿನ್ನ ಪಡೆದು ವಂಚಿಸಿದ ಆರೋಪದಲ್ಲಿ ಪ್ರಕರಣ ದಾಖಲಾಗಿತ್ತು. ಬಳಿಕ ಇತರ ವಂಚನೆ ಪ್ರಕರಣಗಳೂ ಬೆಳಕಿಗೆ ಬಂದಿದ್ದವು. bbox=[789, 600, 917, 633]
zodiac-sign bbox=[24, 544, 102, 628]
sidebar-body: ಧರ್ಮಸ್ಥಳ ಶ್ರೀ ಕ್ಷೇತ್ರದ ವತಿಯಿಂದ 55 ವರ್ಷಗಳ ಸೇವಾ ಸ್ಮರಣಾರ್ಥ ಮೇ 17ರಂದು ಬೆಂಗಳೂರಿನಲ್ಲಿ ಬೃಹತ್ ಕಾರ್ಯಕ್ರಮ ಆಯೋಜಿಸಲಾಗಿದೆ. ಕಾರ್ಯಕ್ರಮದಲ್ಲಿ ವಿವಿಧ ಮಠಾಧೀಶರು ಹಾಗೂ ಗಣ್ಯರು ಭಾಗವಹಿಸಲಿದ್ದಾರೆ. bbox=[560, 469, 636, 519]
story-pakistanis bbox=[491, 712, 786, 994]
logo-block bbox=[34, 4, 239, 54]
zodiac-name: ಧನು bbox=[120, 716, 133, 727]
event-sidebar bbox=[556, 430, 640, 652]
terror-list bbox=[476, 81, 651, 239]
registration-marks bbox=[586, 1414, 631, 1423]
zodiac-name: ವೃಷಭ bbox=[38, 630, 57, 641]
kashmir-photo bbox=[390, 1174, 552, 1290]
story-sharana-vaibhava bbox=[202, 712, 480, 904]
story-body: ಪುತ್ತೂರು: ದೇಶದ ಏಕತೆ ಮತ್ತು ಸಮಗ್ರತೆಗೆ ಧಕ್ಕೆ ತರುವ ಘಾತಕ ಶಕ್ತಿಗಳಿಗೆ ತಕ್ಕ ಪಾಠ ಕಲಿಸುವುದೂ ನಮ್ಮ ಕರ್ತವ್ಯ ಎಂದು ಸಂಘದ ಪ್ರಮುಖರು ಹೇಳಿದರು. ಧರ್ಮ ರಕ್ಷಣೆಯ ಜತೆಗೆ ರಾಷ್ಟ್ರ ರಕ್ಷಣೆಯೂ ಪ್ರತಿಯೊಬ್ಬರ ಹೊಣೆಯಾಗಿದೆ. ಪಹಲ್ಗಾಮ್ ದಾಳಿಯಂತಹ ಘಟನೆಗಳು ನಮ್ಮನ್ನು ಎಚ್ಚರಿಸುತ್ತವೆ. ಸಮಾಜ ಒಗ್ಗಟ್ಟಾಗಿ ನಿಲ್ಲಬೇಕು ಎಂದು ಅವರು ಕರೆ ನೀಡಿದರು. bbox=[491, 1022, 919, 1038]
masthead-date: 27 ಏಪ್ರಿಲ್ 2025 bbox=[849, 21, 900, 30]
story-body: ಬೆಂಗಳೂರು: ಧರ್ಮಸ್ಥಳ ಕ್ಷೇತ್ರವು ಸಮಾಜಕ್ಕೆ ನಿರಂತರ ಸೇವೆ ನೀಡುತ್ತಿದ್ದು, ಅದರ ಕಾರ್ಯಗಳು ಇಡೀ ಸಮಾಜಕ್ಕೆ ಪ್ರೇರಣೆಯಾಗಿವೆ ಎಂದು ಬೇಲಿಮಠ ಮಹಾಸಂಸ್ಥಾನದ ಶ್ರೀ ಶಿವರುದ್ರ ಸ್ವಾಮೀಜಿ ಹೇಳಿದರು. ಗ್ರಾಮೀಣಾಭಿವೃದ್ಧಿ, ಶಿಕ್ಷಣ, ಆರೋಗ್ಯ ಹಾಗೂ ಮಹಿಳಾ ಸಬಲೀಕರಣ ಕ್ಷೇತ್ರಗಳಲ್ಲಿ ಧರ್ಮಸ್ಥಳ ಸಂಸ್ಥೆ ಮಾಡುತ್ತಿರುವ ಕಾರ್ಯ ಅನನ್ಯ. ಸಾಮೂಹಿಕ ವಿವಾಹ ಕಾರ್ಯಕ್ರಮಗಳ ಮೂಲಕ ಸಾವಿರಾರು ಕುಟುಂಬಗಳಿಗೆ ನೆರವಾಗಿದೆ. ಡಾ. ವೀರೇಂದ್ರ ಹೆಗ್ಗಡೆಯವರ ಮಾರ್ಗದರ್ಶನದಲ್ಲಿ ಕ್ಷೇತ್ರವು ಜನಸೇವೆಯಲ್ಲಿ ತೊಡಗಿಸಿಕೊಂಡಿದೆ. bbox=[208, 426, 378, 484]
subhead: ರೋಮ್‌ನ ಮೇರಿ ಮೇಜರ್ ಬಸಿಲಿಕಾ bbox=[797, 922, 879, 929]
section-rule bbox=[22, 344, 918, 345]
paper-name: ಹೊಸ ದಿಗಂತ bbox=[70, 7, 159, 29]
zodiac-text: ಹಣಕಾಸು ವ್ಯವಹಾರದಲ್ಲಿ ಎಚ್ಚರ. ಸ್ನೇಹಿತರ ನೆರವು. bbox=[106, 899, 172, 915]
story-body: ಪುತ್ತೂರು: ಸಿಇಟಿ ಪರೀಕ್ಷೆ ವೇಳೆ ವಿದ್ಯಾರ್ಥಿಗಳ ಜನಿವಾರ ತೆಗೆಸಿದ ಪ್ರಕರಣಕ್ಕೆ ಸಂಬಂಧಿಸಿದಂತೆ ಸಲ್ಲಿಸಲಾದ ಅರ್ಜಿ ವಿಚಾರಣೆ ನಡೆಸಿದ ಹೈಕೋರ್ಟ್, ರಾಜ್ಯ ಸರ್ಕಾರ ಹಾಗೂ ಕರ್ನಾಟಕ ಪರೀಕ್ಷಾ ಪ್ರಾಧಿಕಾರಕ್ಕೆ ನೋಟಿಸ್ ಜಾರಿ ಮಾಡಿದೆ. ಬಾಧಿತ ವಿದ್ಯಾರ್ಥಿಗಳಿಗೆ ಮರು ಪರೀಕ್ಷೆ ನಡೆಸುವಂತೆ ಅರ್ಜಿದಾರರು ಕೋರಿದ್ದಾರೆ. ಮುಂದಿನ ವಿಚಾರಣೆಯನ್ನು ಮುಂದೂಡಲಾಗಿದೆ. bbox=[202, 932, 480, 956]
zodiac-name: ಕನ್ಯಾ bbox=[38, 974, 51, 985]
masthead-day: ಭಾನುವಾರ bbox=[874, 10, 900, 19]
zodiac-sign bbox=[106, 974, 184, 1044]
terror-list-item: » ಆಸಿಫ್ ಅಹ್ಮದ್ ಶೇಖ್ (ಜೆಇಎಂ)-ಅವಂತಿಪೊರಾ ಜಿಲ್ಲಾ ಕಮಾಂಡರ್, 2022ರಿಂದ ಚಟುವಟಿಕೆಗಳಲ್ಲಿ ಭಾಗಿ bbox=[476, 104, 651, 127]
zodiac-name: ಕಟಕ bbox=[38, 802, 52, 813]
zodiac-sign bbox=[106, 802, 184, 886]
inset-body: ಶ್ರೀ ಕ್ಷೇತ್ರ ಧರ್ಮಸ್ಥಳ ಗ್ರಾಮಾಭಿವೃದ್ಧಿ ಯೋಜನೆ ಮೂಲಕ ಲಕ್ಷಾಂತರ ಕುಟುಂಬಗಳಿಗೆ ನೆರವು ಒದಗಿಸಲಾಗಿದೆ. ಸ್ವಸಹಾಯ ಸಂಘಗಳ ಮೂಲಕ ಮಹಿಳೆಯರಿಗೆ ಆರ್ಥಿಕ ಸ್ವಾವಲಂಬನೆ ಸಾಧ್ಯವಾಗಿದೆ. bbox=[388, 537, 538, 562]
headline: ಐಶ್ವರ್ಯಾ ಗೌಡ 14 ದಿನ ಇಡಿ ಕಸ್ಟಡಿಗೆ bbox=[655, 352, 899, 404]
registration-marks bbox=[846, 1414, 891, 1423]
kidi-nudi-title: ಕಿಡಿ ನುಡಿ bbox=[108, 358, 160, 377]
